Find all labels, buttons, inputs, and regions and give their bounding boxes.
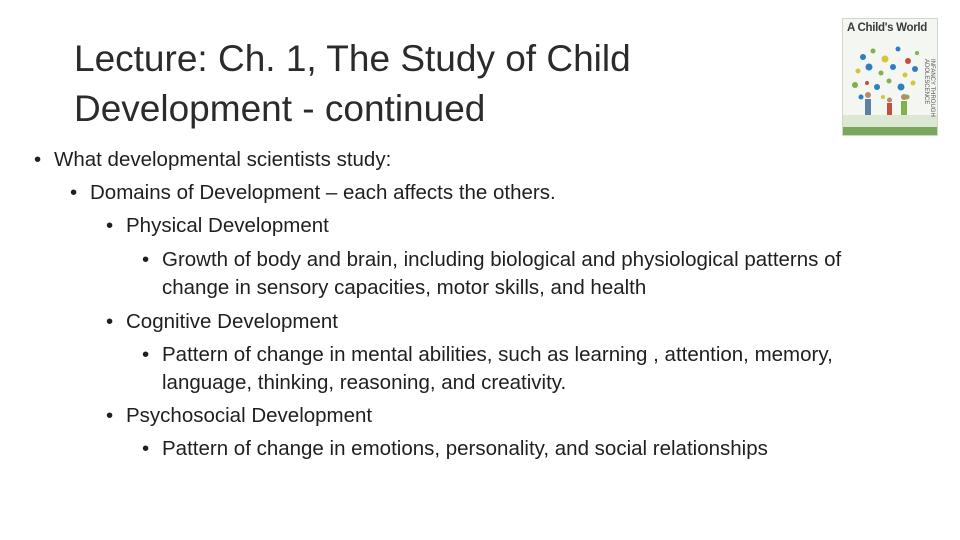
book-cover-spine-text: INFANCY THROUGH ADOLESCENCE — [923, 59, 935, 117]
bullet-cognitive-description: • Pattern of change in mental abilities, such as learning , attention, memory, language, thinking, reasoning, and creativity. — [162, 341, 862, 397]
slide-title-line-2: Development - continued — [74, 88, 486, 129]
bullet-what-scientists-study: • What developmental scientists study: — [54, 146, 391, 174]
book-cover-image — [842, 18, 938, 136]
bullet-domains-of-development: • Domains of Development – each affects the others. — [90, 179, 556, 207]
bullet-psychosocial-development: • Psychosocial Development — [126, 402, 372, 430]
bullet-cognitive-development: • Cognitive Development — [126, 308, 338, 336]
bullet-physical-description: • Growth of body and brain, including biological and physiological patterns of change in sensory capacities, motor skills, and health — [162, 246, 862, 302]
bullet-psychosocial-description: • Pattern of change in emotions, personality, and social relationships — [162, 435, 862, 463]
slide-title — [74, 34, 774, 134]
bullet-physical-development: • Physical Development — [126, 212, 329, 240]
book-cover-footer-band — [843, 127, 937, 135]
book-cover-title: A Child's World — [847, 22, 928, 34]
slide-title-line-1: Lecture: Ch. 1, The Study of Child — [74, 38, 631, 79]
